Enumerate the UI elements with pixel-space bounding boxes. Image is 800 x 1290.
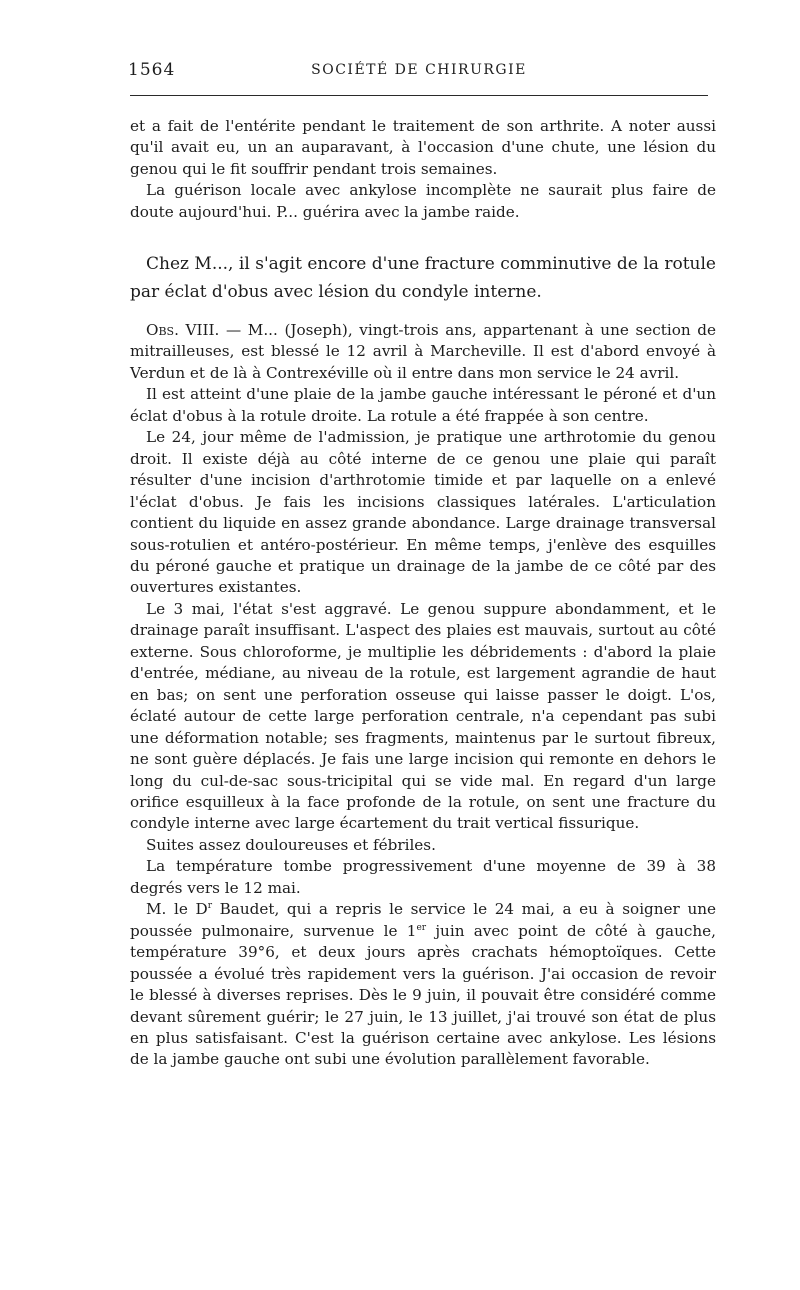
paragraph: et a fait de l'entérite pendant le traitement de son arthrite. A noter aussi qu'il avait eu, un an auparavant, à l'occasion d'une chute, une lésion du genou qui le fit souffrir pendant trois semaines. xyxy=(130,117,716,178)
continued-text-block xyxy=(130,116,716,223)
paragraph: Suites assez douloureuses et fébriles. xyxy=(146,835,436,854)
observation-block xyxy=(130,320,716,1071)
paragraph xyxy=(130,899,716,1071)
observation-label: Obs. xyxy=(146,321,179,339)
page-number: 1564 xyxy=(128,60,176,80)
header-rule xyxy=(130,95,708,96)
running-head: SOCIÉTÉ DE CHIRURGIE xyxy=(311,62,527,78)
text-run: Baudet, qui a repris le service le 24 mai, a eu à soigner une poussée pulmonaire, survenue le 1 xyxy=(130,900,716,940)
paragraph: Le 24, jour même de l'admission, je pratique une arthrotomie du genou droit. Il existe déjà au côté interne de ce genou une plaie qui paraît résulter d'une incision d'arthrotomie timide et par laquelle on a enlevé l'éclat d'obus. Je fais les incisions classiques latérales. L'articulation contient du liquide en assez grande abondance. Large drainage transversal sous-rotulien et antéro-postérieur. En même temps, j'enlève des esquilles du péroné gauche et pratique un drainage de la jambe de ce côté par des ouvertures existantes. xyxy=(130,428,716,597)
text-run: juin avec point de côté à gauche, température 39°6, et deux jours après crachats hémoptoïques. Cette poussée a évolué très rapidement vers la guérison. J'ai occasion de revoir le blessé à diverses reprises. Dès le 9 juin, il pouvait être considéré comme devant sûrement guérir; le 27 juin, le 13 juillet, j'ai trouvé son état de plus en plus satisfaisant. C'est la guérison certaine avec ankylose. Les lésions de la jambe gauche ont subi une évolution parallèlement favorable. xyxy=(130,921,716,1069)
observation-heading-paragraph xyxy=(130,320,716,384)
paragraph: La guérison locale avec ankylose incomplète ne saurait plus faire de doute aujourd'hui. P... guérira avec la jambe raide. xyxy=(130,181,716,221)
page-header xyxy=(128,58,710,84)
superscript: r xyxy=(207,901,212,912)
text-run: M. le D xyxy=(146,900,208,919)
case-introduction xyxy=(130,250,716,306)
superscript: er xyxy=(416,922,427,933)
paragraph: Le 3 mai, l'état s'est aggravé. Le genou suppure abondamment, et le drainage paraît insuffisant. L'aspect des plaies est mauvais, surtout au côté externe. Sous chloroforme, je multiplie les débridements : d'abord la plaie d'entrée, médiane, au niveau de la rotule, est largement agrandie de haut en bas; on sent une perforation osseuse qui laisse passer le doigt. L'os, éclaté autour de cette large perforation centrale, n'a cependant pas subi une déformation notable; ses fragments, maintenus par le surtout fibreux, ne sont guère déplacés. Je fais une large incision qui remonte en dehors le long du cul-de-sac sous-tricipital qui se vide mal. En regard d'un large orifice esquilleux à la face profonde de la rotule, on sent une fracture du condyle interne avec large écartement du trait vertical fissurique. xyxy=(130,599,716,833)
observation-text: VIII. — M... (Joseph), vingt-trois ans, appartenant à une section de mitrailleuses, est blessé le 12 avril à Marcheville. Il est d'abord envoyé à Verdun et de là à Contrexéville où il entre dans mon service le 24 avril. xyxy=(130,321,716,382)
paragraph: Il est atteint d'une plaie de la jambe gauche intéressant le péroné et d'un éclat d'obus à la rotule droite. La rotule a été frappée à son centre. xyxy=(130,385,716,425)
paragraph: La température tombe progressivement d'une moyenne de 39 à 38 degrés vers le 12 mai. xyxy=(130,857,716,897)
paragraph: Chez M..., il s'agit encore d'une fracture comminutive de la rotule par éclat d'obus avec lésion du condyle interne. xyxy=(130,254,716,302)
